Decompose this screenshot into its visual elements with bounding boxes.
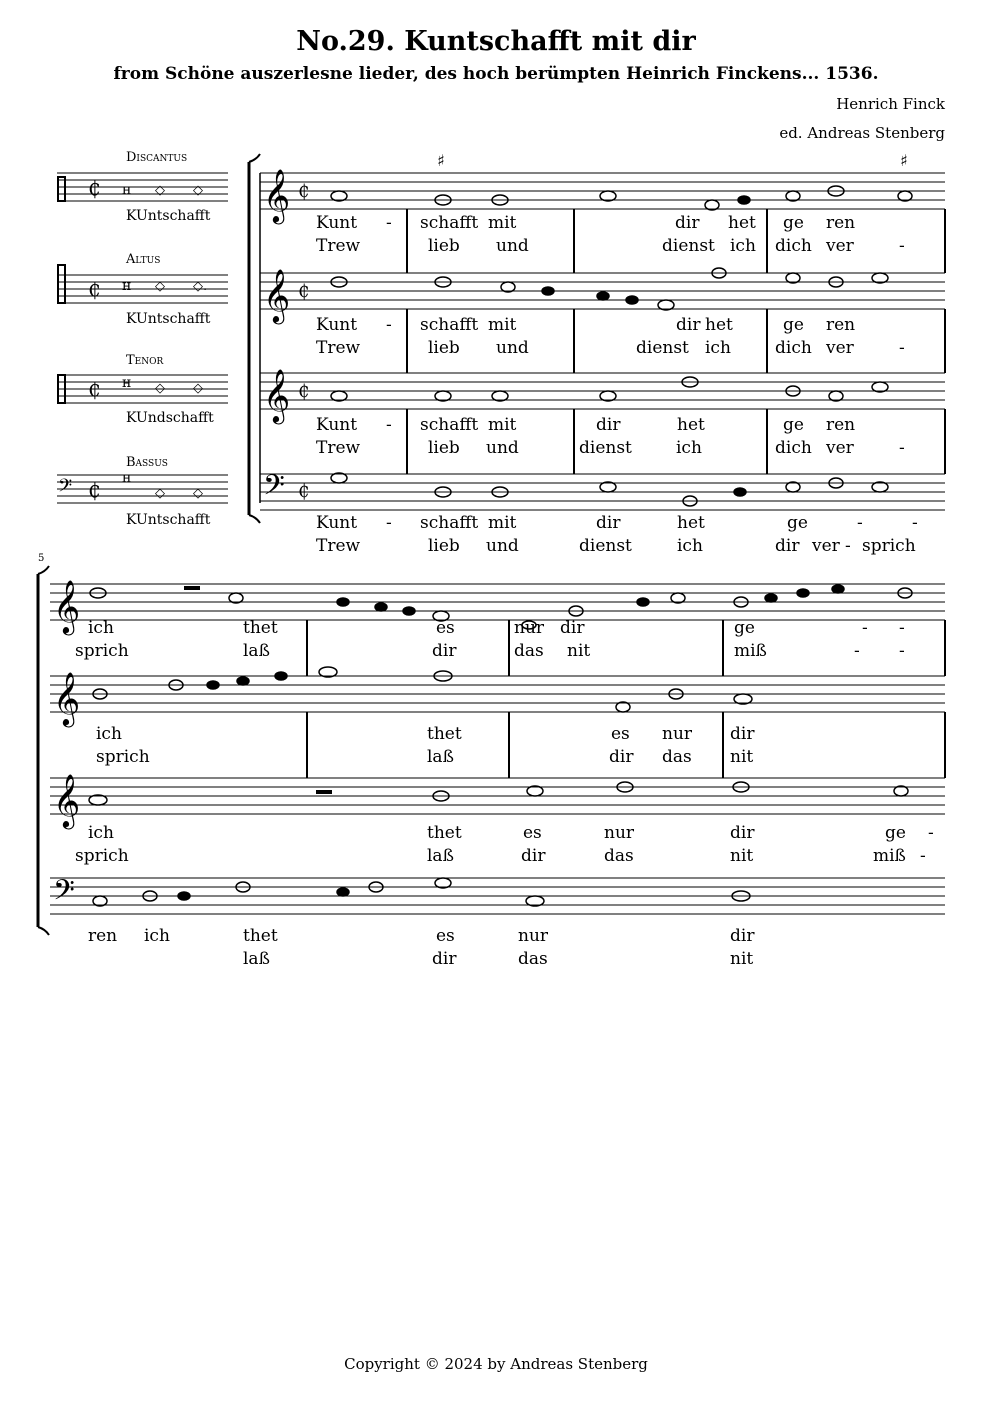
incipit-lyric: KUntschafft xyxy=(126,512,211,528)
notes-system-2 xyxy=(89,585,912,906)
quarter-note xyxy=(626,296,638,304)
lyric: nur xyxy=(514,618,545,638)
lyric: und xyxy=(486,438,519,458)
semibreve-icon: ◇ xyxy=(155,279,165,294)
lyric: dir xyxy=(560,618,585,638)
staff-discantus xyxy=(260,173,945,209)
lyric: mit xyxy=(488,315,517,335)
staff-bassus xyxy=(260,474,945,510)
lyric: - xyxy=(899,618,905,638)
quarter-note xyxy=(403,607,415,615)
cut-time-icon: ₵ xyxy=(298,481,310,502)
lyric: ver xyxy=(826,236,854,256)
lyric: lieb xyxy=(428,438,460,458)
bass-clef-icon: 𝄢 xyxy=(58,476,73,501)
cut-time-icon: ₵ xyxy=(88,478,101,502)
lyric: schafft xyxy=(420,415,479,435)
lyric: - xyxy=(920,846,926,866)
treble-8-clef-icon: 𝄞 xyxy=(53,671,81,725)
lyric: sprich xyxy=(75,641,129,661)
copyright: Copyright © 2024 by Andreas Stenberg xyxy=(344,1355,648,1373)
quarter-note xyxy=(178,892,190,900)
incipit-voice-name: Bassus xyxy=(126,455,168,470)
lyric: ge xyxy=(783,415,804,435)
quarter-note xyxy=(738,196,750,204)
incipit-staves xyxy=(57,173,228,503)
lyric: - xyxy=(899,236,905,256)
lyric: ich xyxy=(676,438,702,458)
staff-altus xyxy=(260,273,945,309)
lyric: laß xyxy=(427,846,454,866)
quarter-note xyxy=(237,677,249,685)
lyric: lieb xyxy=(428,236,460,256)
lyric: ge xyxy=(783,213,804,233)
lyric: dir xyxy=(730,823,755,843)
lyric: dir xyxy=(596,513,621,533)
lyric: het xyxy=(677,415,705,435)
lyric: ren xyxy=(826,315,856,335)
semibreve-icon: ◇ xyxy=(155,183,165,198)
page-subtitle: from Schöne auszerlesne lieder, des hoch berümpten Heinrich Finckens... 1536. xyxy=(113,64,879,84)
quarter-note xyxy=(337,888,349,896)
breve-icon: ʜ xyxy=(122,375,132,391)
incipit-voice-name: Tenor xyxy=(126,353,164,368)
lyric: nit xyxy=(730,747,754,767)
cut-time-icon: ₵ xyxy=(88,176,101,200)
lyric: dir xyxy=(676,315,701,335)
incipit-symbols xyxy=(58,176,207,502)
cut-time-icon: ₵ xyxy=(298,381,310,402)
lyric: laß xyxy=(243,641,270,661)
lyric: mit xyxy=(488,213,517,233)
lyric: - xyxy=(899,641,905,661)
breve-icon: ʜ xyxy=(122,470,132,486)
lyric: Kunt xyxy=(316,213,358,233)
lyric: nit xyxy=(567,641,591,661)
lyric: Kunt xyxy=(316,415,358,435)
lyric: laß xyxy=(427,747,454,767)
lyric: sprich xyxy=(862,536,916,556)
lyric: sprich xyxy=(96,747,150,767)
lyric: dienst xyxy=(579,438,632,458)
quarter-note xyxy=(375,603,387,611)
lyric: nur xyxy=(604,823,635,843)
lyric: dir xyxy=(730,926,755,946)
incipit-voice-name: Altus xyxy=(126,252,161,267)
treble-clef-icon: 𝄞 xyxy=(53,579,81,633)
editor: ed. Andreas Stenberg xyxy=(779,124,945,142)
lyric: Trew xyxy=(316,438,361,458)
lyric: - xyxy=(845,536,851,556)
lyric: thet xyxy=(243,926,278,946)
lyric: dienst xyxy=(579,536,632,556)
lyric: ver xyxy=(826,338,854,358)
lyric: ich xyxy=(144,926,170,946)
cut-time-icon: ₵ xyxy=(88,277,101,301)
breve-icon: ʜ xyxy=(122,278,132,294)
lyric: mit xyxy=(488,415,517,435)
lyric: dir xyxy=(730,724,755,744)
lyric: het xyxy=(705,315,733,335)
semibreve-icon: ◇ xyxy=(193,486,203,501)
c-clef-icon xyxy=(58,177,65,201)
lyric: das xyxy=(662,747,692,767)
quarter-note xyxy=(765,594,777,602)
lyric: ich xyxy=(705,338,731,358)
lyric: mit xyxy=(488,513,517,533)
lyric: dir xyxy=(675,213,700,233)
lyric: dir xyxy=(432,949,457,969)
lyric: - xyxy=(862,618,868,638)
lyric: es xyxy=(436,618,455,638)
lyric: ren xyxy=(826,415,856,435)
lyric: dir xyxy=(609,747,634,767)
lyric: schafft xyxy=(420,213,479,233)
lyric: thet xyxy=(243,618,278,638)
lyric: ge xyxy=(787,513,808,533)
composer: Henrich Finck xyxy=(836,95,945,113)
lyric: Kunt xyxy=(316,513,358,533)
lyric: nur xyxy=(518,926,549,946)
lyric: es xyxy=(523,823,542,843)
treble-clef-icon: 𝄞 xyxy=(263,168,291,222)
quarter-note xyxy=(637,598,649,606)
quarter-note xyxy=(542,287,554,295)
lyric: ren xyxy=(88,926,118,946)
lyric: - xyxy=(928,823,934,843)
semibreve-icon: ◇ xyxy=(193,183,203,198)
breve-icon: ʜ xyxy=(122,182,132,198)
lyric: ich xyxy=(96,724,122,744)
treble-8-clef-icon: 𝄞 xyxy=(263,368,291,422)
semibreve-icon: ◇ xyxy=(193,381,203,396)
lyric: thet xyxy=(427,724,462,744)
sharp-icon: ♯ xyxy=(900,151,908,170)
lyric: Trew xyxy=(316,236,361,256)
page-title: No.29. Kuntschafft mit dir xyxy=(296,26,696,57)
lyric: ren xyxy=(826,213,856,233)
treble-8-clef-icon: 𝄞 xyxy=(53,773,81,827)
lyric: es xyxy=(436,926,455,946)
lyric: ich xyxy=(730,236,756,256)
lyric: het xyxy=(677,513,705,533)
incipit-lyric: KUntschafft xyxy=(126,208,211,224)
lyric: dienst xyxy=(662,236,715,256)
bass-clef-icon: 𝄢 xyxy=(53,874,75,914)
cut-time-icon: ₵ xyxy=(298,281,310,302)
lyric: lieb xyxy=(428,338,460,358)
lyric: ver xyxy=(826,438,854,458)
lyric: und xyxy=(496,338,529,358)
lyric: das xyxy=(514,641,544,661)
semibreve-icon: ◇. xyxy=(193,279,208,294)
system-bracket xyxy=(249,154,260,523)
notes-system-1 xyxy=(331,186,912,506)
lyric: - xyxy=(386,415,392,435)
lyric: dir xyxy=(596,415,621,435)
lyric: ge xyxy=(885,823,906,843)
cut-time-icon: ₵ xyxy=(298,181,310,202)
lyric: Trew xyxy=(316,536,361,556)
clefs xyxy=(53,151,908,914)
incipit-lyric: KUndschafft xyxy=(126,410,214,426)
lyric: sprich xyxy=(75,846,129,866)
lyric: das xyxy=(604,846,634,866)
lyric: dich xyxy=(775,338,812,358)
sharp-icon: ♯ xyxy=(437,151,445,170)
lyric: dir xyxy=(521,846,546,866)
c-clef-icon xyxy=(58,265,65,303)
lyric: schafft xyxy=(420,513,479,533)
quarter-note xyxy=(797,589,809,597)
lyric: Kunt xyxy=(316,315,358,335)
lyric: und xyxy=(486,536,519,556)
lyric: thet xyxy=(427,823,462,843)
lyric: - xyxy=(899,338,905,358)
quarter-note xyxy=(337,598,349,606)
lyric: ge xyxy=(734,618,755,638)
lyric: es xyxy=(611,724,630,744)
semibreve-icon: ◇ xyxy=(155,381,165,396)
quarter-note xyxy=(597,292,609,300)
lyric: - xyxy=(857,513,863,533)
lyric: dich xyxy=(775,236,812,256)
quarter-note xyxy=(207,681,219,689)
lyric: dienst xyxy=(636,338,689,358)
measure-number: 5 xyxy=(38,553,45,564)
lyric: das xyxy=(518,949,548,969)
lyric: nur xyxy=(662,724,693,744)
bass-clef-icon: 𝄢 xyxy=(263,469,285,509)
quarter-note xyxy=(734,488,746,496)
lyric: ge xyxy=(783,315,804,335)
lyric: ich xyxy=(88,823,114,843)
quarter-note xyxy=(275,672,287,680)
semibreve-icon: ◇ xyxy=(155,486,165,501)
lyric: schafft xyxy=(420,315,479,335)
lyric: nit xyxy=(730,949,754,969)
system-bracket xyxy=(38,566,49,935)
lyric: Trew xyxy=(316,338,361,358)
staff-tenor xyxy=(50,778,945,814)
lyric: het xyxy=(728,213,756,233)
lyric: miß xyxy=(873,846,906,866)
lyric: ver xyxy=(812,536,840,556)
lyric: - xyxy=(899,438,905,458)
staff-tenor xyxy=(260,373,945,409)
lyric: dir xyxy=(432,641,457,661)
lyric: - xyxy=(386,513,392,533)
lyric: - xyxy=(912,513,918,533)
incipit-lyric: KUntschafft xyxy=(126,311,211,327)
lyric: ich xyxy=(88,618,114,638)
staff-altus xyxy=(50,676,945,712)
lyric: - xyxy=(854,641,860,661)
lyric: - xyxy=(386,213,392,233)
quarter-note xyxy=(832,585,844,593)
lyric: lieb xyxy=(428,536,460,556)
lyric: - xyxy=(386,315,392,335)
lyric: und xyxy=(496,236,529,256)
lyric: miß xyxy=(734,641,767,661)
lyric: laß xyxy=(243,949,270,969)
staves-system-2 xyxy=(50,584,945,914)
lyric: ich xyxy=(677,536,703,556)
lyric: nit xyxy=(730,846,754,866)
incipit-voice-name: Discantus xyxy=(126,150,188,165)
cut-time-icon: ₵ xyxy=(88,377,101,401)
lyric: dich xyxy=(775,438,812,458)
treble-8-clef-icon: 𝄞 xyxy=(263,268,291,322)
lyric: dir xyxy=(775,536,800,556)
